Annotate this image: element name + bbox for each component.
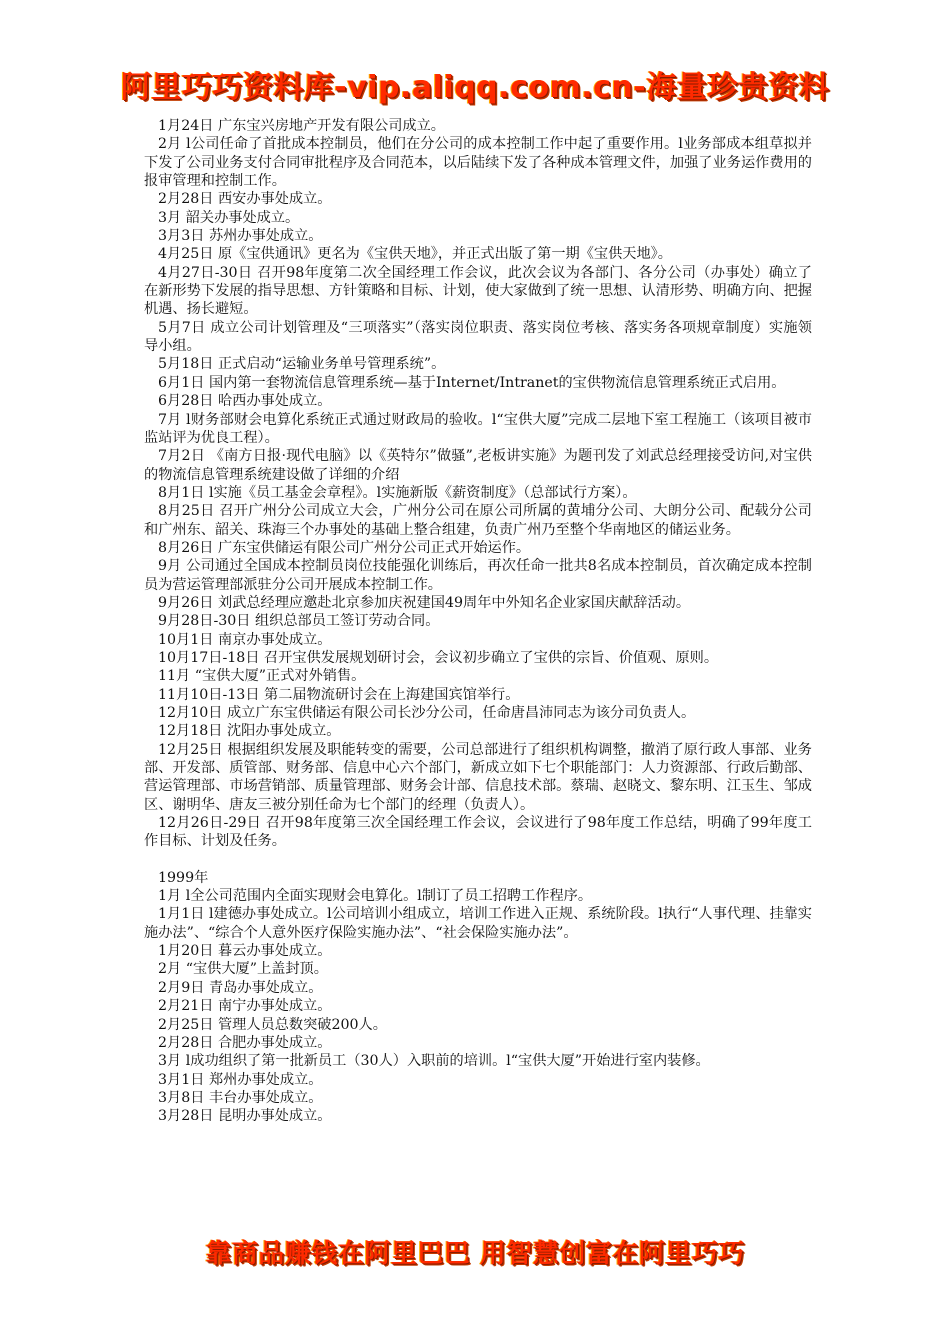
paragraph-1999-01: 1月 l全公司范围内全面实现财会电算化。l制订了员工招聘工作程序。 (158, 888, 593, 905)
document-body (144, 117, 812, 1126)
paragraph-1998-07: 4月27日-30日 召开98年度第二次全国经理工作会议，此次会议为各部门、各分公司（办事处）确立了在新形势下发展的指导思想、方针策略和目标、计划，使大家做到了统一思想、认清形势、明确方向、把握机遇、扬长避短。 (144, 264, 812, 318)
year-heading: 1999年 (158, 869, 209, 886)
paragraph-1999-03: 1月20日 暮云办事处成立。 (158, 943, 332, 960)
paragraph-1999-08: 2月28日 合肥办事处成立。 (158, 1034, 332, 1051)
paragraph-1998-04: 3月 韶关办事处成立。 (158, 209, 300, 226)
paragraph-1999-04: 2月 “宝供大厦”上盖封顶。 (158, 961, 328, 978)
paragraph-1998-18: 9月26日 刘武总经理应邀赴北京参加庆祝建国49周年中外知名企业家国庆献辞活动。 (158, 594, 691, 611)
paragraph-1998-01: 1月24日 广东宝兴房地产开发有限公司成立。 (158, 118, 445, 134)
paragraph-1998-17: 9月 公司通过全国成本控制员岗位技能强化训练后，再次任命一批共8名成本控制员，首次确定成本控制员为营运管理部派驻分公司开展成本控制工作。 (144, 558, 812, 593)
footer-banner: 靠商品赚钱在阿里巴巴 用智慧创富在阿里巧巧 (205, 1239, 745, 1269)
paragraph-1998-15: 8月25日 召开广州分公司成立大会，广州分公司在原公司所属的黄埔分公司、大朗分公司、配载分公司和广州东、韶关、珠海三个办事处的基础上整合组建，负责广州乃至整个华南地区的储运业务。 (144, 503, 812, 538)
paragraph-1998-20: 10月1日 南京办事处成立。 (158, 631, 332, 648)
paragraph-1999-12: 3月28日 昆明办事处成立。 (158, 1108, 332, 1125)
paragraph-1998-24: 12月10日 成立广东宝供储运有限公司长沙分公司，任命唐昌沛同志为该分司负责人。 (158, 705, 696, 721)
paragraph-1999-02: 1月1日 l建德办事处成立。l公司培训小组成立，培训工作进入正规、系统阶段。l执行“人事代理、挂靠实施办法”、“综合个人意外医疗保险实施办法”、“社会保险实施办法”。 (144, 906, 812, 941)
paragraph-1999-11: 3月8日 丰台办事处成立。 (158, 1089, 323, 1106)
paragraph-1998-08: 5月7日 成立公司计划管理及“三项落实”（落实岗位职责、落实岗位考核、落实务各项规章制度）实施领导小组。 (144, 319, 812, 355)
paragraph-1998-23: 11月10日-13日 第二届物流研讨会在上海建国宾馆举行。 (158, 686, 520, 703)
paragraph-1998-02: 2月 l公司任命了首批成本控制员，他们在分公司的成本控制工作中起了重要作用。l业务部成本组草拟并下发了公司业务支付合同审批程序及合同范本，以后陆续下发了各种成本管理文件，加强了业务运作费用的报审管理和控制工作。 (144, 136, 812, 190)
paragraph-1998-25: 12月18日 沈阳办事处成立。 (158, 723, 341, 740)
paragraph-1998-13: 7月2日 《南方日报·现代电脑》以《英特尔”做骚”,老板讲实施》为题刊发了刘武总经理接受访问,对宝供的物流信息管理系统建设做了详细的介绍 (144, 448, 812, 483)
paragraph-1998-16: 8月26日 广东宝供储运有限公司广州分公司正式开始运作。 (158, 539, 531, 556)
paragraph-1999-09: 3月 l成功组织了第一批新员工（30人）入职前的培训。l“宝供大厦”开始进行室内装修。 (158, 1053, 710, 1070)
paragraph-1998-21: 10月17日-18日 召开宝供发展规划研讨会，会议初步确立了宝供的宗旨、价值观、原则。 (158, 649, 719, 666)
paragraph-1998-26: 12月25日 根据组织发展及职能转变的需要，公司总部进行了组织机构调整，撤消了原行政人事部、业务部、开发部、质管部、财务部、信息中心六个部门，新成立如下七个职能部门：人力资源部、行政后勤部、营运管理部、市场营销部、质量管理部、财务会计部、信息技术部。蔡瑞、赵晓文、黎东明、江玉生、邹成区、谢明华、唐友三被分别任命为七个部门的经理（负责人）。 (144, 741, 812, 813)
paragraph-1998-10: 6月1日 国内第一套物流信息管理系统—基于Internet/Intranet的宝供物流信息管理系统正式启用。 (158, 374, 786, 391)
paragraph-1998-03: 2月28日 西安办事处成立。 (158, 191, 332, 208)
section-spacer (144, 851, 812, 869)
paragraph-1999-10: 3月1日 郑州办事处成立。 (158, 1071, 323, 1088)
paragraph-1998-22: 11月 “宝供大厦”正式对外销售。 (158, 668, 366, 685)
paragraph-1998-12: 7月 l财务部财会电算化系统正式通过财政局的验收。l“宝供大厦”完成二层地下室工程施工（该项目被市监站评为优良工程）。 (144, 411, 812, 446)
header-banner: 阿里巧巧资料库-vip.aliqq.com.cn-海量珍贵资料 (120, 70, 830, 105)
paragraph-1998-06: 4月25日 原《宝供通讯》更名为《宝供天地》，并正式出版了第一期《宝供天地》。 (158, 246, 672, 263)
paragraph-1999-07: 2月25日 管理人员总数突破200人。 (158, 1016, 387, 1033)
paragraph-1999-06: 2月21日 南宁办事处成立。 (158, 998, 332, 1015)
paragraph-1998-09: 5月18日 正式启动“运输业务单号管理系统”。 (158, 356, 446, 373)
paragraph-1998-14: 8月1日 l实施《员工基金会章程》。l实施新版《薪资制度》（总部试行方案）。 (158, 484, 637, 501)
paragraph-1998-05: 3月3日 苏州办事处成立。 (158, 228, 323, 245)
paragraph-1998-27: 12月26日-29日 召开98年度第三次全国经理工作会议，会议进行了98年度工作总结，明确了99年度工作目标、计划及任务。 (144, 815, 812, 850)
paragraph-1998-19: 9月28日-30日 组织总部员工签订劳动合同。 (158, 613, 440, 630)
paragraph-1998-11: 6月28日 哈西办事处成立。 (158, 393, 332, 410)
paragraph-1999-05: 2月9日 青岛办事处成立。 (158, 979, 323, 996)
